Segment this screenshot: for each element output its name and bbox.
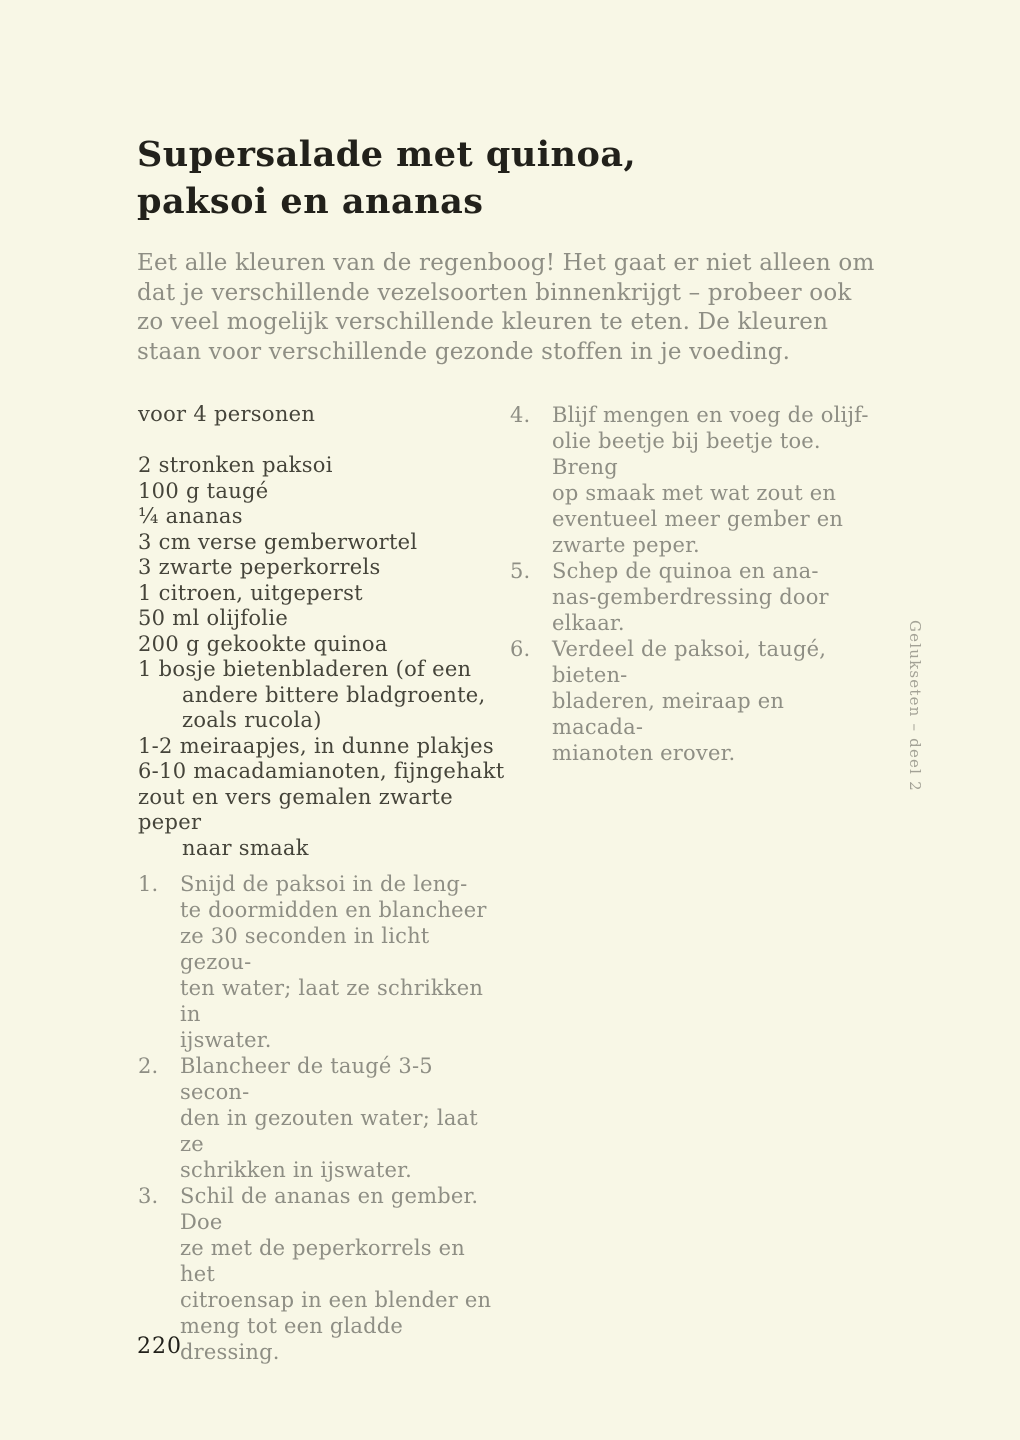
step-number: 4. bbox=[510, 403, 531, 427]
step-line bbox=[510, 636, 875, 688]
step-number bbox=[138, 1235, 180, 1287]
chapter-sidebar-label: Gelukseten – deel 2 bbox=[906, 620, 924, 792]
step-number bbox=[510, 610, 552, 636]
recipe-title-line: Supersalade met quinoa, bbox=[137, 134, 637, 175]
step-text: citroensap in een blender en bbox=[180, 1288, 492, 1312]
step-line bbox=[138, 897, 503, 923]
ingredient-line: 50 ml olijfolie bbox=[138, 606, 289, 630]
step-line bbox=[138, 1027, 503, 1053]
ingredient-line: 1 citroen, uitgeperst bbox=[138, 580, 363, 605]
step-line bbox=[510, 402, 875, 428]
ingredient-line: 3 cm verse gemberwortel bbox=[138, 529, 418, 554]
step-line bbox=[138, 1313, 503, 1365]
step-number bbox=[138, 1027, 180, 1053]
step-number: 3. bbox=[138, 1184, 159, 1208]
ingredient-line: 2 stronken paksoi bbox=[138, 453, 333, 477]
step-number: 6. bbox=[510, 637, 531, 661]
step-line bbox=[138, 1235, 503, 1287]
step-text: Blancheer de taugé 3-5 secon- bbox=[180, 1054, 433, 1104]
step-line bbox=[510, 506, 875, 532]
ingredient-list bbox=[138, 453, 508, 861]
step-number bbox=[510, 532, 552, 558]
step-line bbox=[510, 428, 875, 480]
step-line bbox=[510, 740, 875, 766]
step-text: te doormidden en blancheer bbox=[180, 898, 487, 922]
step-text: zwarte peper. bbox=[552, 533, 700, 557]
step-text: Schil de ananas en gember. Doe bbox=[180, 1184, 479, 1234]
step-text: ze 30 seconden in licht gezou- bbox=[180, 924, 430, 974]
ingredient-line: andere bittere bladgroente, bbox=[182, 682, 486, 707]
step-line bbox=[510, 558, 875, 584]
step-text: mianoten erover. bbox=[552, 741, 736, 765]
step-text: bladeren, meiraap en macada- bbox=[552, 689, 785, 739]
step-line bbox=[510, 688, 875, 740]
step-line bbox=[138, 1105, 503, 1157]
step-line bbox=[138, 1053, 503, 1105]
step-line bbox=[138, 871, 503, 897]
step-text: olie beetje bij beetje toe. Breng bbox=[552, 429, 821, 479]
step-number bbox=[138, 975, 180, 1027]
step-number: 2. bbox=[138, 1054, 159, 1078]
step-text: ze met de peperkorrels en het bbox=[180, 1236, 465, 1286]
step-text: op smaak met wat zout en bbox=[552, 481, 837, 505]
step-number bbox=[138, 1105, 180, 1157]
step-text: Blijf mengen en voeg de olijf- bbox=[552, 403, 869, 427]
step-number: 1. bbox=[138, 872, 159, 896]
step-text: Snijd de paksoi in de leng- bbox=[180, 872, 468, 896]
step-text: Verdeel de paksoi, taugé, bieten- bbox=[552, 637, 827, 687]
ingredient-line: 3 zwarte peperkorrels bbox=[138, 555, 381, 579]
step-text: Schep de quinoa en ana- bbox=[552, 559, 819, 583]
recipe-title-line: paksoi en ananas bbox=[137, 181, 484, 222]
step-text: meng tot een gladde dressing. bbox=[180, 1314, 404, 1364]
ingredient-line: 1-2 meiraapjes, in dunne plakjes bbox=[138, 733, 494, 758]
step-line bbox=[510, 584, 875, 610]
steps-column-right bbox=[510, 402, 875, 766]
recipe-intro-line: staan voor verschillende gezonde stoffen in je voeding. bbox=[137, 338, 791, 365]
ingredient-line: 6-10 macadamianoten, fijngehakt bbox=[138, 759, 505, 783]
steps-column-left bbox=[138, 871, 503, 1365]
step-text: nas-gemberdressing door bbox=[552, 585, 829, 609]
step-number: 5. bbox=[510, 559, 531, 583]
step-number bbox=[510, 506, 552, 532]
step-number bbox=[138, 897, 180, 923]
ingredient-line: 1 bosje bietenbladeren (of een bbox=[138, 657, 472, 681]
step-number bbox=[138, 1157, 180, 1183]
ingredient-line: zout en vers gemalen zwarte peper bbox=[138, 784, 453, 834]
step-number bbox=[510, 584, 552, 610]
step-number bbox=[510, 428, 552, 480]
page-number: 220 bbox=[137, 1334, 182, 1359]
recipe-intro-line: dat je verschillende vezelsoorten binnenkrijgt – probeer ook bbox=[137, 279, 852, 306]
step-text: ijswater. bbox=[180, 1028, 272, 1052]
step-line bbox=[138, 1183, 503, 1235]
ingredient-line: zoals rucola) bbox=[182, 708, 322, 732]
step-line bbox=[510, 480, 875, 506]
step-text: elkaar. bbox=[552, 611, 625, 635]
step-number bbox=[510, 740, 552, 766]
recipe-intro bbox=[137, 249, 874, 367]
step-line bbox=[138, 1157, 503, 1183]
step-line bbox=[510, 610, 875, 636]
step-line bbox=[138, 975, 503, 1027]
ingredient-line: 200 g gekookte quinoa bbox=[138, 631, 388, 656]
step-number bbox=[138, 923, 180, 975]
step-line bbox=[138, 1287, 503, 1313]
recipe-intro-line: zo veel mogelijk verschillende kleuren te eten. De kleuren bbox=[137, 309, 829, 335]
step-text: den in gezouten water; laat ze bbox=[180, 1106, 478, 1156]
step-number bbox=[510, 480, 552, 506]
ingredient-line: ¼ ananas bbox=[138, 504, 243, 528]
step-text: ten water; laat ze schrikken in bbox=[180, 976, 484, 1026]
step-text: eventueel meer gember en bbox=[552, 507, 844, 531]
step-text: schrikken in ijswater. bbox=[180, 1158, 412, 1182]
step-number bbox=[510, 688, 552, 740]
step-number bbox=[138, 1287, 180, 1313]
recipe-title bbox=[137, 131, 636, 225]
ingredient-line: naar smaak bbox=[182, 835, 309, 860]
ingredient-line: 100 g taugé bbox=[138, 478, 269, 503]
step-line bbox=[510, 532, 875, 558]
recipe-intro-line: Eet alle kleuren van de regenboog! Het gaat er niet alleen om bbox=[137, 250, 875, 276]
step-line bbox=[138, 923, 503, 975]
servings-label: voor 4 personen bbox=[138, 402, 316, 426]
